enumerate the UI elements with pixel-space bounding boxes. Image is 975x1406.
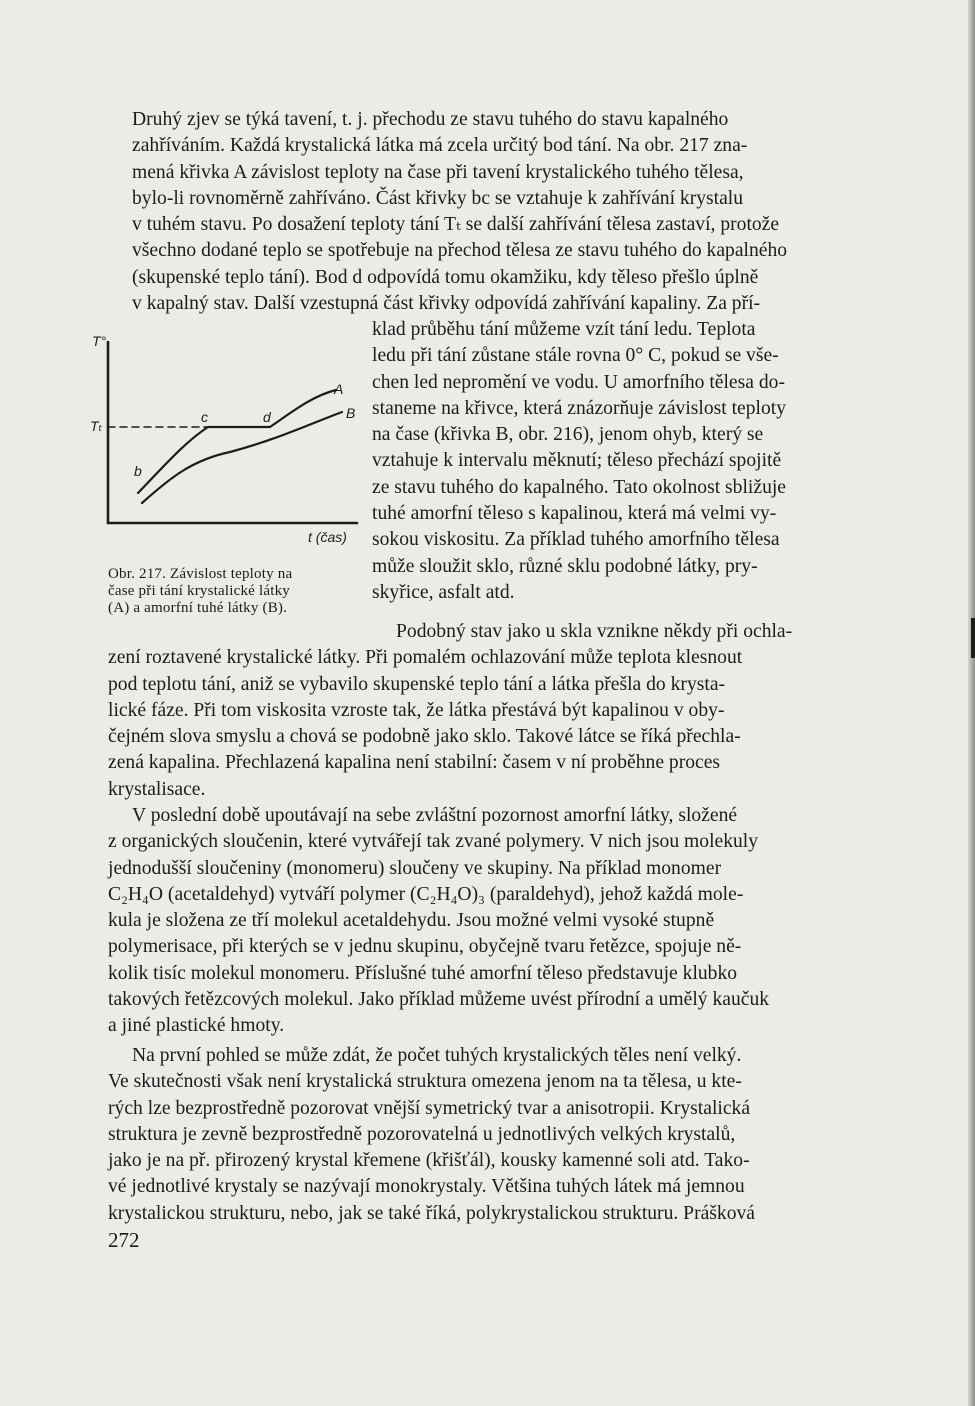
paragraph-crystal-structure	[108, 1043, 856, 1227]
text-line: všechno dodané teplo se spotřebuje na přechod tělesa ze stavu tuhého do kapalného	[132, 240, 788, 262]
text-line: (skupenské teplo tání). Bod d odpovídá tomu okamžiku, kdy těleso přešlo úplně	[132, 266, 759, 288]
text-line: krystalisace.	[108, 778, 206, 800]
text-line: Podobný stav jako u skla vznikne někdy při ochla-	[396, 621, 793, 642]
text-line: klad průběhu tání můžeme vzít tání ledu. Teplota	[372, 319, 756, 340]
paragraph-melting	[108, 107, 856, 317]
text-line: ze stavu tuhého do kapalného. Tato okolnost sbližuje	[372, 476, 787, 498]
text-line: mená křivka A závislost teploty na čase při tavení krystalického tuhého tělesa,	[132, 161, 744, 183]
text-line: skyřice, asfalt atd.	[372, 581, 515, 603]
text-line: kolik tisíc molekul monomeru. Příslušné tuhé amorfní těleso představuje klubko	[108, 962, 738, 984]
text-line: zahříváním. Každá krystalická látka má zcela určitý bod tání. Na obr. 217 zna-	[132, 135, 748, 157]
text-line: kula je složena ze tří molekul acetaldehydu. Jsou možné velmi vysoké stupně	[108, 910, 715, 932]
text-line: rých lze bezprostředně pozorovat vnější symetrický tvar a anisotropii. Krystalická	[108, 1097, 751, 1119]
text-line: C₂H₄O (acetaldehyd) vytváří polymer (C₂H₄O)₃ (paraldehyd), jehož každá mole-	[108, 883, 744, 905]
text-line: lické fáze. Při tom viskosita vzroste tak, že látka přestává být kapalinou v oby-	[108, 699, 725, 721]
caption-line: čase při tání krystalické látky	[108, 583, 290, 599]
text-line: jednodušší sloučeniny (monomeru) sloučeny ve skupiny. Na příklad monomer	[108, 857, 722, 879]
text-line: staneme na křivce, která znázorňuje závislost teploty	[372, 397, 787, 419]
figure-caption	[108, 566, 368, 617]
point-c-label: c	[201, 409, 208, 425]
text-line: v kapalný stav. Další vzestupná část křivky odpovídá zahřívání kapaliny. Za pří-	[132, 293, 761, 315]
text-line: v tuhém stavu. Po dosažení teploty tání Tₜ se další zahřívání tělesa zastaví, protože	[132, 214, 780, 236]
text-line: jako je na př. přirozený krystal křemene (křišťál), kousky kamenné soli atd. Tako-	[108, 1150, 750, 1172]
curve-b-label: B	[346, 405, 356, 421]
text-line: a jiné plastické hmoty.	[108, 1015, 285, 1037]
caption-line: (A) a amorfní tuhé látky (B).	[108, 600, 288, 616]
text-line: krystalickou strukturu, nebo, jak se také říká, polykrystalickou strukturu. Prášková	[108, 1202, 756, 1224]
melting-level-label: Tₜ	[90, 418, 103, 434]
text-line: čejném slova smyslu a chová se podobně jako sklo. Takové látce se říká přechla-	[108, 726, 741, 748]
figure-217-diagram	[80, 330, 370, 560]
text-line: pod teplotu tání, aniž se vybavilo skupenské teplo tání a látka přešla do krysta-	[108, 673, 726, 695]
text-line: takových řetězcových molekul. Jako příklad můžeme uvést přírodní a umělý kaučuk	[108, 989, 770, 1011]
curve-a-label: A	[334, 381, 344, 397]
text-line: Na první pohled se může zdát, že počet tuhých krystalických těles není velký.	[132, 1045, 742, 1066]
text-line: zená kapalina. Přechlazená kapalina není stabilní: časem v ní proběhne proces	[108, 752, 721, 774]
point-b-label: b	[134, 463, 142, 479]
text-line: na čase (křivka B, obr. 216), jenom ohyb, který se	[372, 424, 764, 446]
paragraph-melting-continued	[372, 317, 856, 606]
text-line: V poslední době upoutávají na sebe zvláštní pozornost amorfní látky, složené	[132, 805, 738, 826]
text-line: Druhý zjev se týká tavení, t. j. přechodu ze stavu tuhého do stavu kapalného	[132, 109, 729, 130]
text-line: vztahuje k intervalu měknutí; těleso přechází spojitě	[372, 450, 782, 472]
paragraph-polymers	[108, 803, 856, 1040]
text-line: struktura je zevně bezprostředně pozorovatelná u jednotlivých velkých krystalů,	[108, 1123, 736, 1145]
text-line: zení roztavené krystalické látky. Při pomalém ochlazování může teplota klesnout	[108, 647, 743, 669]
curve-a	[138, 390, 336, 493]
text-line: vé jednotlivé krystaly se nazývají monokrystaly. Většina tuhých látek má jemnou	[108, 1176, 745, 1198]
text-line: ledu při tání zůstane stále rovna 0° C, pokud se vše-	[372, 345, 779, 367]
y-axis-label: T°	[92, 333, 107, 349]
text-line: z organických sloučenin, které vytvářejí tak zvané polymery. V nich jsou molekuly	[108, 831, 759, 853]
text-line: může sloužit sklo, různé sklu podobné látky, pry-	[372, 555, 758, 577]
text-line: polymerisace, při kterých se v jednu skupinu, obyčejně tvaru řetězce, spojuje ně-	[108, 936, 742, 958]
x-axis-label: t (čas)	[308, 529, 347, 545]
text-line: sokou viskositu. Za příklad tuhého amorfního tělesa	[372, 529, 780, 551]
caption-line: Obr. 217. Závislost teploty na	[108, 566, 293, 582]
text-line: chen led nepromění ve vodu. U amorfního tělesa do-	[372, 371, 785, 393]
point-d-label: d	[263, 409, 271, 425]
text-line: Ve skutečnosti však není krystalická struktura omezena jenom na ta tělesa, u kte-	[108, 1071, 742, 1093]
scan-edge-mark	[971, 618, 975, 658]
page-edge-shadow	[968, 0, 975, 1406]
text-line: tuhé amorfní těleso s kapalinou, která má velmi vy-	[372, 503, 777, 525]
text-line: bylo-li rovnoměrně zahříváno. Část křivky bc se vztahuje k zahřívání krystalu	[132, 187, 744, 209]
paragraph-supercooling	[108, 619, 856, 803]
page-number: 272	[108, 1228, 140, 1252]
